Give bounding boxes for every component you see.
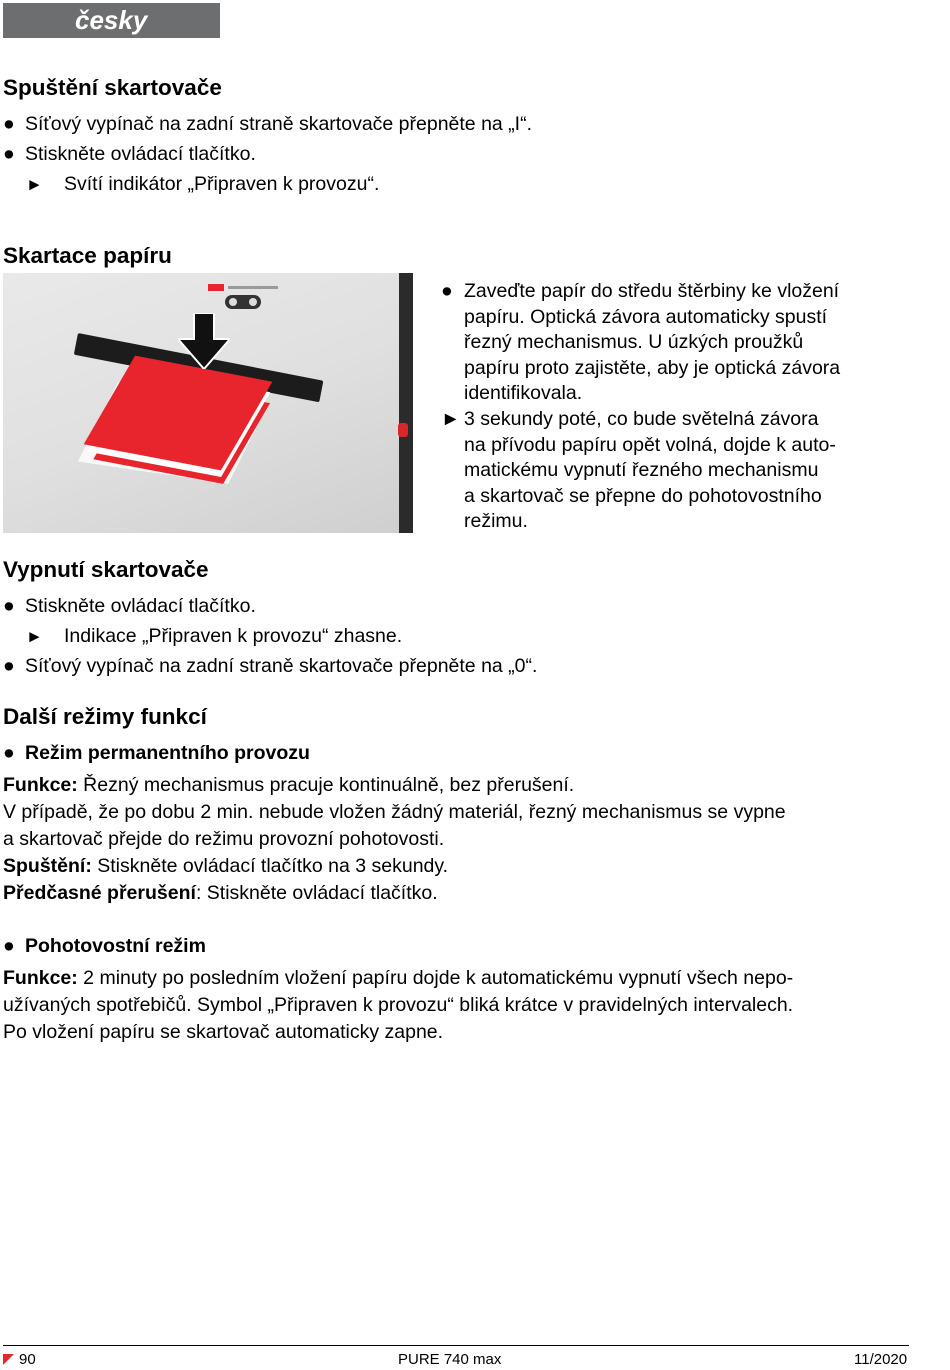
list-item: ● Zaveďte papír do středu štěrbiny ke vložení papíru. Optická závora automaticky spustí řezný mechanismus. U úzkých proužků papíru proto zajistěte, aby je optická závora identifikovala. xyxy=(441,279,911,407)
heading-shred-paper: Skartace papíru xyxy=(3,243,172,268)
hsm-logo xyxy=(208,283,288,293)
red-switch xyxy=(398,423,408,437)
list-item: ● Síťový vypínač na zadní straně skartovače přepněte na „0“. xyxy=(3,655,538,677)
list-item: ● Stiskněte ovládací tlačítko. xyxy=(3,595,256,617)
language-tab: česky xyxy=(3,3,220,38)
bullet-icon: ● xyxy=(3,742,15,764)
heading-start-shredder: Spuštění skartovače xyxy=(3,75,222,100)
bullet-icon: ● xyxy=(3,143,15,165)
mode-standby-desc: užívaných spotřebičů. Symbol „Připraven k provozu“ bliká krátce v pravidelných intervalech. xyxy=(3,994,794,1016)
bullet-icon: ● xyxy=(441,280,453,302)
control-panel xyxy=(225,295,261,309)
bullet-icon: ● xyxy=(3,655,15,677)
page-corner-icon xyxy=(3,1354,14,1365)
shredder-photo xyxy=(3,273,413,533)
shred-instructions xyxy=(441,279,911,535)
list-item-result: ► 3 sekundy poté, co bude světelná závora na přívodu papíru opět volná, dojde k auto- matickému vypnutí řezného mechanismu a skartovač se přepne do pohotovostního režimu. xyxy=(441,407,911,535)
bullet-icon: ● xyxy=(3,113,15,135)
mode-permanent-desc: V případě, že po dobu 2 min. nebude vložen žádný materiál, řezný mechanismus se vypne xyxy=(3,801,786,823)
heading-other-modes: Další režimy funkcí xyxy=(3,704,207,729)
mode-permanent-start: Spuštění: Stiskněte ovládací tlačítko na 3 sekundy. xyxy=(3,855,449,877)
list-item-result: ► Indikace „Připraven k provozu“ zhasne. xyxy=(3,623,402,650)
heading-stop-shredder: Vypnutí skartovače xyxy=(3,557,209,582)
edition-date: 11/2020 xyxy=(854,1351,908,1368)
triangle-right-icon: ► xyxy=(441,407,461,430)
mode-standby-function: Funkce: 2 minuty po posledním vložení papíru dojde k automatickému vypnutí všech nepo- xyxy=(3,967,794,989)
mode-standby-title: ● Pohotovostní režim xyxy=(3,935,206,957)
list-item: ● Stiskněte ovládací tlačítko. xyxy=(3,143,256,165)
mode-permanent-title: ● Režim permanentního provozu xyxy=(3,742,310,764)
list-item: ● Síťový vypínač na zadní straně skartovače přepněte na „I“. xyxy=(3,113,532,135)
bullet-icon: ● xyxy=(3,595,15,617)
list-item-result: ► Svítí indikátor „Připraven k provozu“. xyxy=(3,171,379,198)
footer-divider xyxy=(3,1345,909,1346)
mode-permanent-stop: Předčasné přerušení: Stiskněte ovládací tlačítko. xyxy=(3,882,438,904)
mode-permanent-desc: a skartovač přejde do režimu provozní pohotovosti. xyxy=(3,828,445,850)
mode-permanent-function: Funkce: Řezný mechanismus pracuje kontinuálně, bez přerušení. xyxy=(3,774,575,796)
product-name: PURE 740 max xyxy=(398,1351,502,1368)
bullet-icon: ● xyxy=(3,935,15,957)
arrow-down-icon xyxy=(178,313,230,369)
triangle-right-icon: ► xyxy=(26,627,43,646)
mode-standby-desc: Po vložení papíru se skartovač automaticky zapne. xyxy=(3,1021,444,1043)
triangle-right-icon: ► xyxy=(26,175,43,194)
page-number: 90 xyxy=(19,1351,36,1368)
